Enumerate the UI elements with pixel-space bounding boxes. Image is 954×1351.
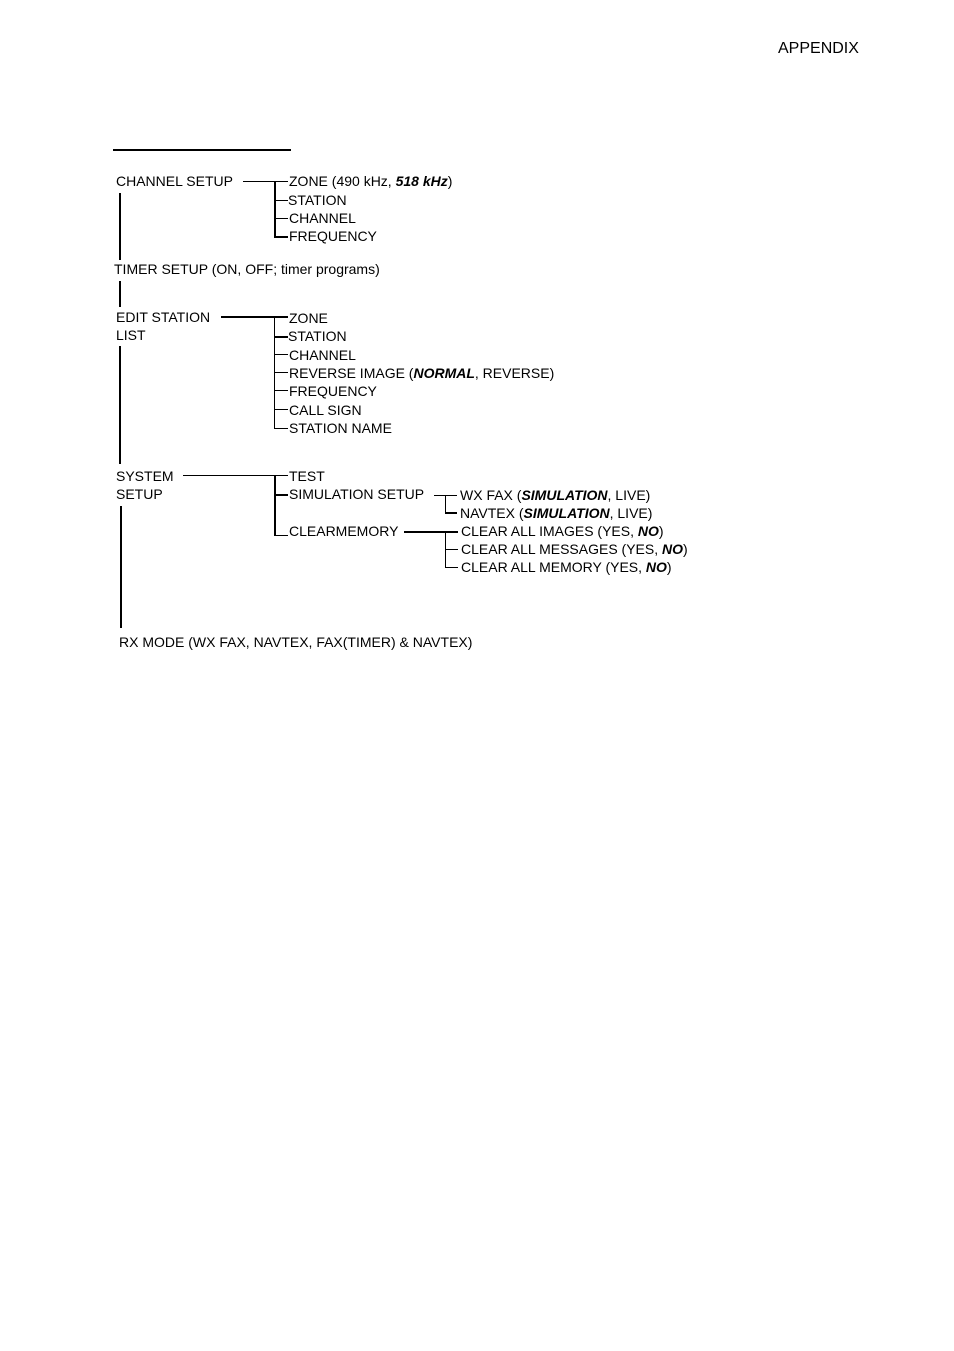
branch-tick xyxy=(274,336,288,338)
clear-all-images-item: CLEAR ALL IMAGES (YES, NO) xyxy=(461,523,664,539)
connector-line xyxy=(243,181,288,182)
trunk-line xyxy=(119,193,121,260)
edit-frequency-item: FREQUENCY xyxy=(289,383,377,399)
menu-system-setup: SYSTEM xyxy=(116,468,174,484)
edit-channel-item: CHANNEL xyxy=(289,347,356,363)
menu-timer-setup: TIMER SETUP (ON, OFF; timer programs) xyxy=(114,261,380,277)
clear-all-messages-item: CLEAR ALL MESSAGES (YES, NO) xyxy=(461,541,688,557)
channel-station-item: STATION xyxy=(288,192,347,208)
connector-line xyxy=(404,531,458,533)
system-clear-memory-item: CLEARMEMORY xyxy=(289,523,399,539)
title-rule xyxy=(113,149,291,151)
branch-tick xyxy=(274,494,288,496)
channel-zone-item: ZONE (490 kHz, 518 kHz) xyxy=(289,173,453,189)
simulation-wx-fax-item: WX FAX (SIMULATION, LIVE) xyxy=(460,487,651,503)
edit-station-name-item: STATION NAME xyxy=(289,420,392,436)
branch-line xyxy=(274,475,276,536)
channel-channel-item: CHANNEL xyxy=(289,210,356,226)
trunk-line xyxy=(119,346,121,464)
edit-call-sign-item: CALL SIGN xyxy=(289,402,362,418)
branch-tick xyxy=(274,236,288,238)
page-header: APPENDIX xyxy=(778,40,859,57)
branch-tick xyxy=(445,549,458,550)
branch-line xyxy=(445,495,446,513)
branch-tick xyxy=(274,428,288,429)
menu-edit-station-list-line2: LIST xyxy=(116,327,146,343)
menu-channel-setup: CHANNEL SETUP xyxy=(116,173,233,189)
branch-tick xyxy=(274,354,288,355)
branch-tick xyxy=(274,390,288,391)
branch-tick xyxy=(274,372,288,373)
edit-zone-item: ZONE xyxy=(289,310,328,326)
branch-tick xyxy=(274,218,288,219)
trunk-line xyxy=(120,506,122,628)
edit-station-item: STATION xyxy=(288,328,347,344)
menu-system-setup-line2: SETUP xyxy=(116,486,163,502)
channel-frequency-item: FREQUENCY xyxy=(289,228,377,244)
branch-tick xyxy=(445,567,458,568)
edit-reverse-image-item: REVERSE IMAGE (NORMAL, REVERSE) xyxy=(289,365,555,381)
branch-tick xyxy=(274,535,288,536)
branch-line xyxy=(274,181,276,238)
clear-all-memory-item: CLEAR ALL MEMORY (YES, NO) xyxy=(461,559,672,575)
system-simulation-setup-item: SIMULATION SETUP xyxy=(289,486,425,502)
connector-line xyxy=(183,475,288,476)
simulation-navtex-item: NAVTEX (SIMULATION, LIVE) xyxy=(460,505,653,521)
branch-tick xyxy=(445,512,457,514)
branch-tick xyxy=(274,200,288,201)
trunk-line xyxy=(119,281,121,307)
menu-edit-station-list: EDIT STATION xyxy=(116,309,211,325)
connector-line xyxy=(221,316,288,318)
system-test-item: TEST xyxy=(289,468,325,484)
branch-tick xyxy=(274,409,288,410)
menu-rx-mode: RX MODE (WX FAX, NAVTEX, FAX(TIMER) & NAVTEX) xyxy=(119,634,473,650)
